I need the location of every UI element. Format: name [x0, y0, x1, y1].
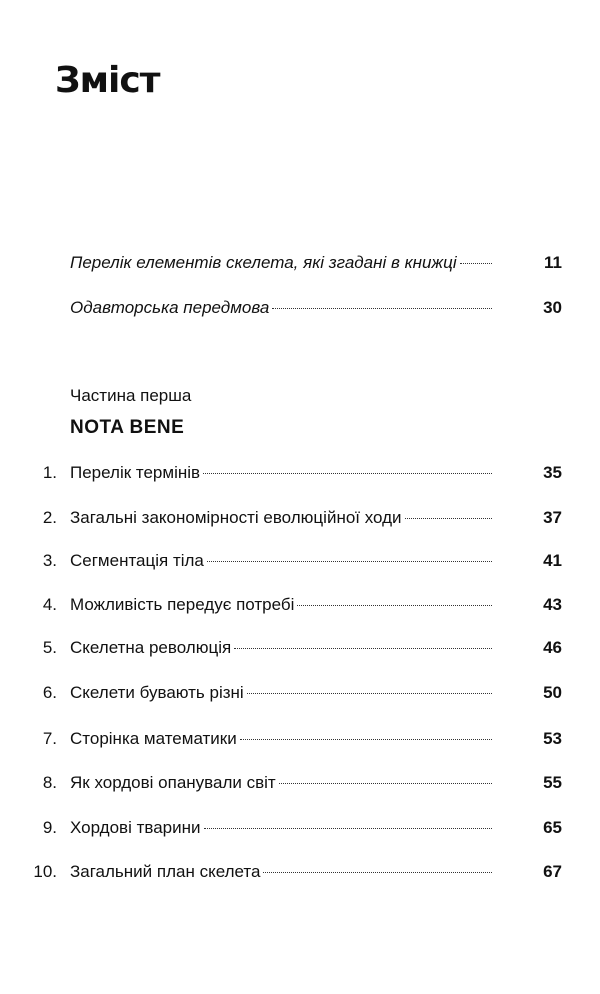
dot-leader [297, 605, 492, 606]
page-title: Зміст [55, 60, 160, 101]
toc-entry-chapter[interactable] [0, 637, 600, 659]
toc-entry-line [70, 772, 492, 794]
chapter-number: 9. [42, 818, 57, 837]
toc-entry-chapter[interactable] [0, 507, 600, 529]
toc-entry-chapter[interactable] [0, 550, 600, 572]
part-title: NOTA BENE [70, 417, 185, 438]
chapter-number: 3. [42, 551, 57, 570]
chapter-number: 8. [42, 773, 57, 792]
toc-entry-line [70, 594, 492, 616]
toc-page-number: 37 [543, 508, 562, 527]
toc-page-number: 53 [543, 729, 562, 748]
chapter-number: 2. [42, 508, 57, 527]
toc-entry-front[interactable] [0, 252, 600, 274]
toc-entry-label: Перелік термінів [70, 463, 201, 482]
toc-entry-label: Скелетна революція [70, 638, 232, 657]
chapter-number: 1. [42, 463, 57, 482]
toc-page-number: 67 [543, 862, 562, 881]
dot-leader [204, 828, 493, 829]
toc-page-number: 41 [543, 551, 562, 570]
dot-leader [405, 518, 492, 519]
toc-entry-line [70, 462, 492, 484]
dot-leader [240, 739, 492, 740]
toc-page-number: 43 [543, 595, 562, 614]
toc-entry-label: Можливість передує потребі [70, 595, 295, 614]
dot-leader [460, 263, 492, 264]
toc-entry-label: Загальний план скелета [70, 862, 261, 881]
toc-entry-chapter[interactable] [0, 594, 600, 616]
toc-page-number: 65 [543, 818, 562, 837]
chapter-number: 4. [42, 595, 57, 614]
toc-entry-line [70, 817, 492, 839]
toc-entry-label: Загальні закономірності еволюційної ходи [70, 508, 402, 527]
toc-entry-line [70, 297, 492, 319]
dot-leader [234, 648, 492, 649]
toc-entry-chapter[interactable] [0, 861, 600, 883]
toc-entry-label: Одавторська передмова [70, 298, 270, 317]
toc-entry-label: Перелік елементів скелета, які згадані в книжці [70, 253, 457, 272]
toc-entry-label: Сторінка математики [70, 729, 237, 748]
toc-entry-line [70, 550, 492, 572]
chapter-number: 5. [42, 638, 57, 657]
toc-entry-line [70, 728, 492, 750]
toc-page-number: 55 [543, 773, 562, 792]
toc-entry-chapter[interactable] [0, 772, 600, 794]
toc-entry-line [70, 861, 492, 883]
toc-entry-label: Як хордові опанували світ [70, 773, 276, 792]
toc-entry-chapter[interactable] [0, 817, 600, 839]
dot-leader [272, 308, 492, 309]
dot-leader [247, 693, 492, 694]
part-label: Частина перша [70, 386, 192, 405]
toc-entry-chapter[interactable] [0, 462, 600, 484]
dot-leader [279, 783, 492, 784]
toc-entry-front[interactable] [0, 297, 600, 319]
toc-page-number: 46 [543, 638, 562, 657]
toc-entry-chapter[interactable] [0, 682, 600, 704]
chapter-number: 6. [42, 683, 57, 702]
toc-entry-label: Хордові тварини [70, 818, 201, 837]
dot-leader [263, 872, 492, 873]
chapter-number: 7. [42, 729, 57, 748]
toc-entry-line [70, 637, 492, 659]
toc-entry-label: Скелети бувають різні [70, 683, 244, 702]
toc-entry-label: Сегментація тіла [70, 551, 204, 570]
toc-page-number: 35 [543, 463, 562, 482]
toc-entry-line [70, 252, 492, 274]
toc-page-number: 11 [544, 253, 562, 272]
dot-leader [203, 473, 492, 474]
toc-page-number: 50 [543, 683, 562, 702]
toc-entry-chapter[interactable] [0, 728, 600, 750]
toc-page-number: 30 [543, 298, 562, 317]
dot-leader [207, 561, 492, 562]
chapter-number: 10. [33, 862, 57, 881]
toc-entry-line [70, 682, 492, 704]
toc-entry-line [70, 507, 492, 529]
